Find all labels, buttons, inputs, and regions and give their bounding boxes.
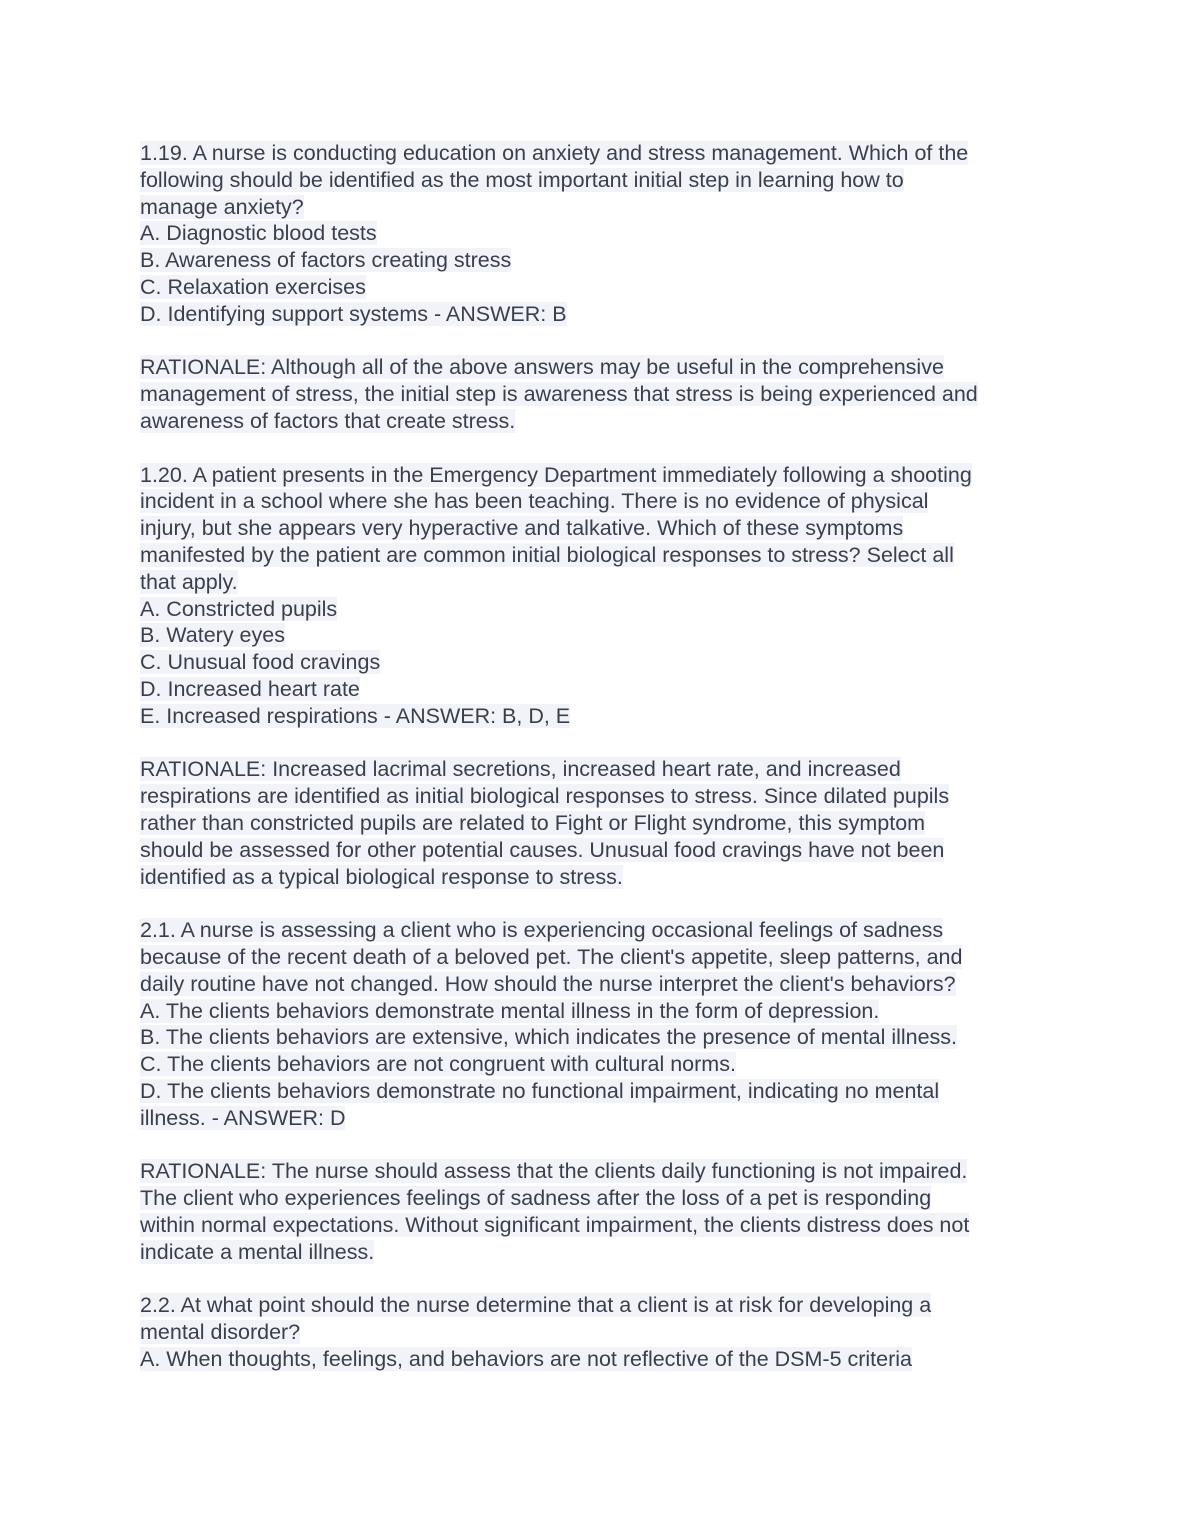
text-run: should be assessed for other potential causes. Unusual food cravings have not been bbox=[140, 837, 945, 862]
text-run: manifested by the patient are common initial biological responses to stress? Select all bbox=[140, 542, 954, 567]
question-block bbox=[140, 140, 1070, 328]
text-run: management of stress, the initial step is awareness that stress is being experienced and bbox=[140, 382, 978, 407]
question-line bbox=[140, 1078, 1070, 1105]
text-run: D. Identifying support systems - ANSWER: B bbox=[140, 301, 567, 326]
text-run: respirations are identified as initial biological responses to stress. Since dilated pupils bbox=[140, 784, 950, 809]
rationale-block bbox=[140, 1158, 1070, 1265]
text-run: awareness of factors that create stress. bbox=[140, 408, 516, 433]
paragraph-gap bbox=[140, 435, 1070, 462]
question-line bbox=[140, 1105, 1070, 1132]
question-block bbox=[140, 462, 1070, 730]
text-run: A. When thoughts, feelings, and behaviors are not reflective of the DSM-5 criteria bbox=[140, 1346, 913, 1371]
question-line bbox=[140, 167, 1070, 194]
text-run: mental disorder? bbox=[140, 1320, 301, 1345]
text-run: B. The clients behaviors are extensive, which indicates the presence of mental illness. bbox=[140, 1025, 958, 1050]
question-line bbox=[140, 462, 1070, 489]
text-run: manage anxiety? bbox=[140, 194, 304, 219]
question-line bbox=[140, 515, 1070, 542]
rationale-line bbox=[140, 837, 1070, 864]
text-run: D. The clients behaviors demonstrate no functional impairment, indicating no mental bbox=[140, 1078, 940, 1103]
text-run: D. Increased heart rate bbox=[140, 676, 360, 701]
text-run: identified as a typical biological response to stress. bbox=[140, 864, 623, 889]
text-run: C. The clients behaviors are not congruent with cultural norms. bbox=[140, 1052, 736, 1077]
text-run: injury, but she appears very hyperactive and talkative. Which of these symptoms bbox=[140, 516, 904, 541]
rationale-line bbox=[140, 1158, 1070, 1185]
question-line bbox=[140, 569, 1070, 596]
text-run: RATIONALE: Increased lacrimal secretions, increased heart rate, and increased bbox=[140, 757, 901, 782]
text-run: because of the recent death of a beloved pet. The client's appetite, sleep patterns, and bbox=[140, 944, 963, 969]
text-run: incident in a school where she has been teaching. There is no evidence of physical bbox=[140, 489, 929, 514]
question-line bbox=[140, 301, 1070, 328]
question-line bbox=[140, 1024, 1070, 1051]
rationale-line bbox=[140, 354, 1070, 381]
question-line bbox=[140, 274, 1070, 301]
text-run: that apply. bbox=[140, 569, 238, 594]
rationale-line bbox=[140, 1212, 1070, 1239]
rationale-line bbox=[140, 864, 1070, 891]
question-line bbox=[140, 917, 1070, 944]
text-run: A. Constricted pupils bbox=[140, 596, 338, 621]
rationale-block bbox=[140, 354, 1070, 434]
question-line bbox=[140, 622, 1070, 649]
question-line bbox=[140, 676, 1070, 703]
paragraph-gap bbox=[140, 1265, 1070, 1292]
question-line bbox=[140, 488, 1070, 515]
text-run: following should be identified as the most important initial step in learning how to bbox=[140, 167, 904, 192]
text-run: 1.19. A nurse is conducting education on anxiety and stress management. Which of the bbox=[140, 141, 969, 165]
text-run: A. Diagnostic blood tests bbox=[140, 221, 377, 246]
text-run: 1.20. A patient presents in the Emergency Department immediately following a shooting bbox=[140, 462, 972, 487]
text-run: RATIONALE: The nurse should assess that the clients daily functioning is not impaired. bbox=[140, 1159, 968, 1184]
question-line bbox=[140, 944, 1070, 971]
rationale-line bbox=[140, 783, 1070, 810]
question-line bbox=[140, 596, 1070, 623]
question-line bbox=[140, 998, 1070, 1025]
text-run: rather than constricted pupils are related to Fight or Flight syndrome, this symptom bbox=[140, 810, 926, 835]
question-line bbox=[140, 1319, 1070, 1346]
question-line bbox=[140, 1292, 1070, 1319]
question-line bbox=[140, 649, 1070, 676]
question-line bbox=[140, 1051, 1070, 1078]
question-block bbox=[140, 1292, 1070, 1372]
text-run: A. The clients behaviors demonstrate mental illness in the form of depression. bbox=[140, 998, 880, 1023]
text-run: C. Unusual food cravings bbox=[140, 650, 381, 675]
question-line bbox=[140, 703, 1070, 730]
document-page bbox=[140, 140, 1070, 1373]
text-run: within normal expectations. Without significant impairment, the clients distress does not bbox=[140, 1212, 970, 1237]
question-line bbox=[140, 194, 1070, 221]
rationale-line bbox=[140, 810, 1070, 837]
text-run: 2.2. At what point should the nurse determine that a client is at risk for developing a bbox=[140, 1293, 932, 1318]
text-run: C. Relaxation exercises bbox=[140, 274, 366, 299]
text-run: illness. - ANSWER: D bbox=[140, 1105, 346, 1130]
text-run: The client who experiences feelings of sadness after the loss of a pet is responding bbox=[140, 1186, 932, 1211]
question-line bbox=[140, 1346, 1070, 1373]
question-line bbox=[140, 542, 1070, 569]
rationale-block bbox=[140, 756, 1070, 890]
question-line bbox=[140, 220, 1070, 247]
question-line bbox=[140, 247, 1070, 274]
paragraph-gap bbox=[140, 1131, 1070, 1158]
question-line bbox=[140, 140, 1070, 167]
text-run: 2.1. A nurse is assessing a client who is experiencing occasional feelings of sadness bbox=[140, 918, 944, 943]
paragraph-gap bbox=[140, 890, 1070, 917]
text-run: E. Increased respirations - ANSWER: B, D, E bbox=[140, 703, 571, 728]
paragraph-gap bbox=[140, 730, 1070, 757]
text-run: indicate a mental illness. bbox=[140, 1239, 375, 1264]
rationale-line bbox=[140, 1239, 1070, 1266]
text-run: B. Awareness of factors creating stress bbox=[140, 248, 512, 273]
question-line bbox=[140, 971, 1070, 998]
text-run: RATIONALE: Although all of the above answers may be useful in the comprehensive bbox=[140, 355, 944, 380]
rationale-line bbox=[140, 381, 1070, 408]
rationale-line bbox=[140, 1185, 1070, 1212]
text-run: daily routine have not changed. How should the nurse interpret the client's behaviors? bbox=[140, 971, 956, 996]
rationale-line bbox=[140, 408, 1070, 435]
text-run: B. Watery eyes bbox=[140, 623, 285, 648]
rationale-line bbox=[140, 756, 1070, 783]
question-block bbox=[140, 917, 1070, 1131]
paragraph-gap bbox=[140, 328, 1070, 355]
